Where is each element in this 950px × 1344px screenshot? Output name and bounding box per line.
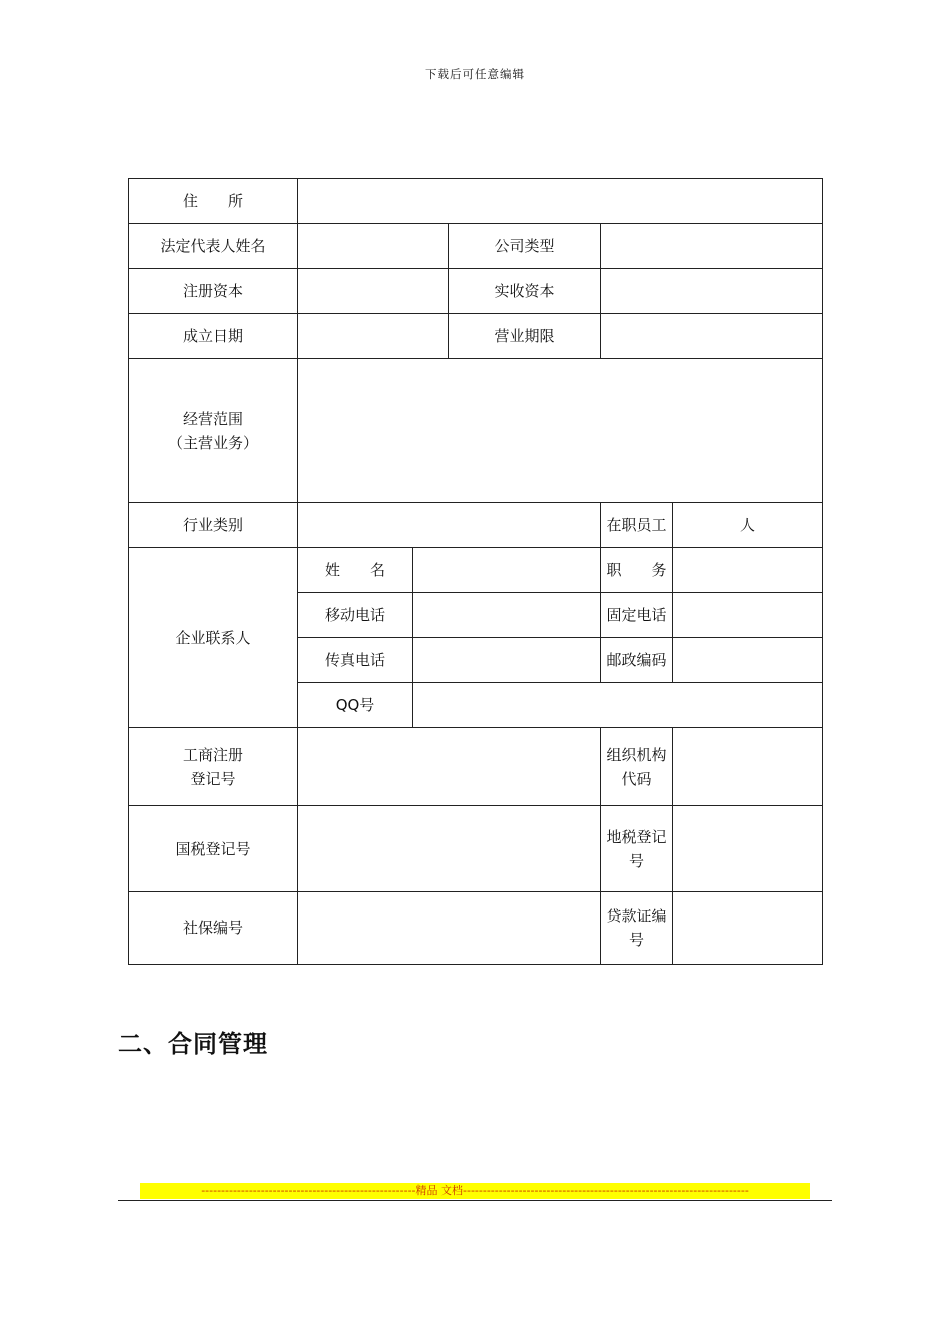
biz-reg-label-line1: 工商注册 bbox=[182, 745, 243, 764]
loan-cert-value-cell[interactable] bbox=[673, 892, 823, 965]
loan-cert-label: 贷款证编号 bbox=[601, 892, 673, 965]
address-value-cell[interactable] bbox=[298, 179, 823, 224]
mobile-value-cell[interactable] bbox=[413, 593, 601, 638]
company-info-table bbox=[128, 178, 823, 965]
contact-label: 企业联系人 bbox=[129, 548, 298, 728]
section-heading: 二、合同管理 bbox=[118, 1030, 268, 1058]
capital-row bbox=[129, 269, 823, 314]
employees-label: 在职员工 bbox=[601, 503, 673, 548]
org-code-label-line1: 组织机构 bbox=[606, 745, 667, 764]
social-security-value-cell[interactable] bbox=[298, 892, 601, 965]
founding-date-label: 成立日期 bbox=[129, 314, 298, 359]
landline-label: 固定电话 bbox=[601, 593, 673, 638]
business-scope-label bbox=[129, 359, 298, 503]
legal-rep-value-cell[interactable] bbox=[298, 224, 449, 269]
page-header: 下载后可任意编辑 bbox=[425, 67, 525, 81]
registered-capital-label: 注册资本 bbox=[129, 269, 298, 314]
company-type-value-cell[interactable] bbox=[601, 224, 823, 269]
address-row bbox=[129, 179, 823, 224]
date-row bbox=[129, 314, 823, 359]
fax-value-cell[interactable] bbox=[413, 638, 601, 683]
biz-reg-value-cell[interactable] bbox=[298, 728, 601, 806]
postcode-value-cell[interactable] bbox=[673, 638, 823, 683]
registered-capital-value-cell[interactable] bbox=[298, 269, 449, 314]
postcode-label: 邮政编码 bbox=[601, 638, 673, 683]
footer-watermark: ------------------------------------------------------精品 文档------------------------------------------------------------------------ bbox=[140, 1183, 810, 1199]
business-scope-value-cell[interactable] bbox=[298, 359, 823, 503]
mobile-label: 移动电话 bbox=[298, 593, 413, 638]
contact-name-row bbox=[129, 548, 823, 593]
address-label: 住 所 bbox=[129, 179, 298, 224]
scope-row bbox=[129, 359, 823, 503]
org-code-label-line2: 代码 bbox=[621, 769, 652, 788]
industry-row bbox=[129, 503, 823, 548]
legal-rep-label: 法定代表人姓名 bbox=[129, 224, 298, 269]
org-code-label bbox=[601, 728, 673, 806]
business-term-label: 营业期限 bbox=[449, 314, 601, 359]
industry-label: 行业类别 bbox=[129, 503, 298, 548]
paid-capital-value-cell[interactable] bbox=[601, 269, 823, 314]
founding-date-value-cell[interactable] bbox=[298, 314, 449, 359]
scope-label-line1: 经营范围 bbox=[182, 409, 243, 428]
employees-value-cell[interactable] bbox=[673, 503, 823, 548]
local-tax-value-cell[interactable] bbox=[673, 806, 823, 892]
social-security-label: 社保编号 bbox=[129, 892, 298, 965]
fax-label: 传真电话 bbox=[298, 638, 413, 683]
scope-label-line2: （主营业务） bbox=[167, 433, 258, 452]
biz-reg-label-line2: 登记号 bbox=[190, 769, 236, 788]
employees-unit: 人 bbox=[740, 516, 756, 534]
contact-position-label: 职 务 bbox=[601, 548, 673, 593]
contact-position-value-cell[interactable] bbox=[673, 548, 823, 593]
landline-value-cell[interactable] bbox=[673, 593, 823, 638]
footer-rule bbox=[118, 1200, 832, 1201]
org-code-value-cell[interactable] bbox=[673, 728, 823, 806]
industry-value-cell[interactable] bbox=[298, 503, 601, 548]
legal-rep-row bbox=[129, 224, 823, 269]
registration-row bbox=[129, 728, 823, 806]
local-tax-label: 地税登记号 bbox=[601, 806, 673, 892]
contact-name-value-cell[interactable] bbox=[413, 548, 601, 593]
national-tax-value-cell[interactable] bbox=[298, 806, 601, 892]
social-row bbox=[129, 892, 823, 965]
qq-label: QQ号 bbox=[298, 683, 413, 728]
paid-capital-label: 实收资本 bbox=[449, 269, 601, 314]
company-type-label: 公司类型 bbox=[449, 224, 601, 269]
national-tax-label: 国税登记号 bbox=[129, 806, 298, 892]
biz-reg-label bbox=[129, 728, 298, 806]
business-term-value-cell[interactable] bbox=[601, 314, 823, 359]
qq-value-cell[interactable] bbox=[413, 683, 823, 728]
contact-name-label: 姓 名 bbox=[298, 548, 413, 593]
tax-row bbox=[129, 806, 823, 892]
